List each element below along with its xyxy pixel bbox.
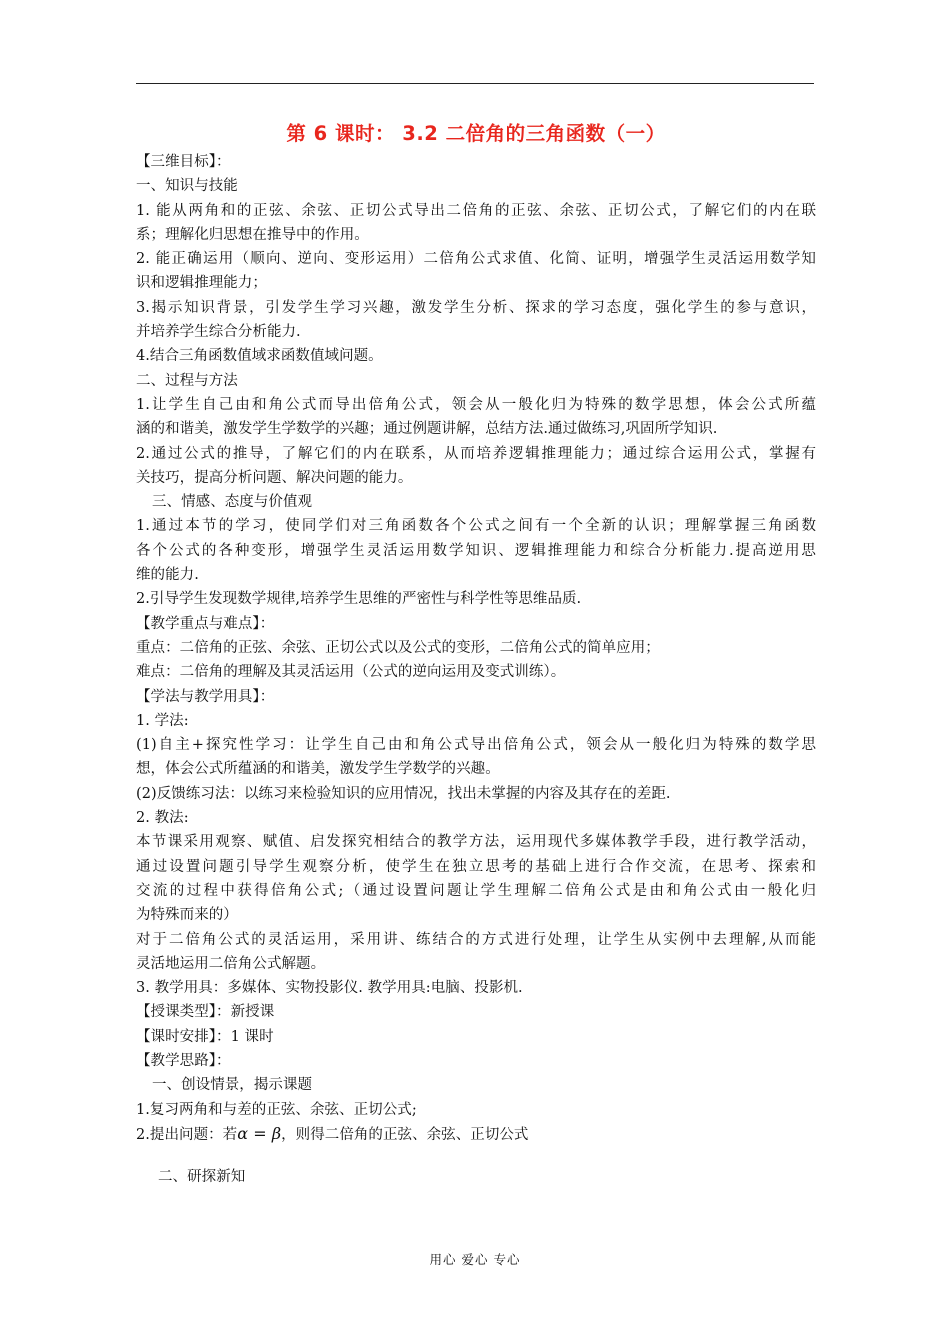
document-title: 第 6 课时： 3.2 二倍角的三角函数（一） bbox=[286, 122, 666, 145]
paragraph-line: 并培养学生综合分析能力. bbox=[136, 324, 301, 341]
paragraph-line: 1.通过本节的学习，使同学们对三角函数各个公式之间有一个全新的认识；理解掌握三角函数 bbox=[136, 518, 816, 535]
paragraph-line: 想，体会公式所蕴涵的和谐美，激发学生学数学的兴趣。 bbox=[136, 761, 500, 778]
spacer bbox=[136, 1147, 816, 1165]
subsection-heading: 一、创设情景，揭示课题 bbox=[152, 1077, 313, 1094]
paragraph-line: 2.引导学生发现数学规律,培养学生思维的严密性与科学性等思维品质. bbox=[136, 591, 582, 608]
document-body bbox=[136, 118, 816, 1189]
paragraph-line: 系；理解化归思想在推导中的作用。 bbox=[136, 226, 369, 243]
paragraph-line: 【课时安排】：1 课时 bbox=[136, 1028, 274, 1045]
paragraph-line: 2.通过公式的推导，了解它们的内在联系，从而培养逻辑推理能力；通过综合运用公式，掌握有 bbox=[136, 445, 816, 462]
paragraph-line: 1.让学生自己由和角公式而导出倍角公式，领会从一般化归为特殊的数学思想，体会公式所蕴 bbox=[136, 396, 816, 413]
paragraph-line: 涵的和谐美，激发学生学数学的兴趣；通过例题讲解，总结方法.通过做练习,巩固所学知识. bbox=[136, 421, 718, 438]
header-rule bbox=[136, 83, 814, 84]
subsection-heading: 二、过程与方法 bbox=[136, 372, 238, 389]
paragraph-line: 各个公式的各种变形，增强学生灵活运用数学知识、逻辑推理能力和综合分析能力.提高逆用思 bbox=[136, 542, 816, 559]
paragraph-line: 识和逻辑推理能力； bbox=[136, 275, 267, 292]
paragraph-line: 交流的过程中获得倍角公式;（通过设置问题让学生理解二倍角公式是由和角公式由一般化归 bbox=[136, 882, 816, 899]
paragraph-line: 4.结合三角函数值域求函数值域问题。 bbox=[136, 348, 383, 365]
section-heading: 【学法与教学用具】： bbox=[136, 688, 275, 705]
paragraph-line: 【授课类型】：新授课 bbox=[136, 1004, 275, 1021]
paragraph-line: 关技巧，提高分析问题、解决问题的能力。 bbox=[136, 469, 413, 486]
paragraph-line: 灵活地运用二倍角公式解题。 bbox=[136, 955, 326, 972]
subsection-heading: 三、情感、态度与价值观 bbox=[152, 494, 313, 511]
math-expression: α = β bbox=[237, 1123, 282, 1143]
subsection-heading: 二、研探新知 bbox=[158, 1169, 246, 1186]
subsection-heading: 一、知识与技能 bbox=[136, 178, 238, 195]
section-heading: 【教学重点与难点】： bbox=[136, 615, 275, 632]
paragraph-line: 2. 能正确运用（顺向、逆向、变形运用）二倍角公式求值、化简、证明，增强学生灵活运用数学知 bbox=[136, 251, 816, 268]
paragraph-line: 2. 教法: bbox=[136, 810, 189, 827]
paragraph-line: 3. 教学用具：多媒体、实物投影仪. 教学用具:电脑、投影机. bbox=[136, 980, 523, 997]
paragraph-line: 维的能力. bbox=[136, 567, 199, 584]
paragraph-line: 3.揭示知识背景，引发学生学习兴趣，激发学生分析、探求的学习态度，强化学生的参与意识， bbox=[136, 299, 816, 316]
text-fragment: 2.提出问题：若 bbox=[136, 1126, 238, 1143]
paragraph-line: 难点：二倍角的理解及其灵活运用（公式的逆向运用及变式训练）。 bbox=[136, 664, 566, 681]
paragraph-line: 1. 能从两角和的正弦、余弦、正切公式导出二倍角的正弦、余弦、正切公式，了解它们的内在联 bbox=[136, 202, 816, 219]
paragraph-line: 为特殊而来的） bbox=[136, 907, 238, 924]
paragraph-line: 通过设置问题引导学生观察分析，使学生在独立思考的基础上进行合作交流，在思考、探索和 bbox=[136, 858, 816, 875]
text-fragment: ，则得二倍角的正弦、余弦、正切公式 bbox=[281, 1126, 529, 1143]
paragraph-line: 本节课采用观察、赋值、启发探究相结合的教学方法，运用现代多媒体教学手段，进行教学活动， bbox=[136, 834, 816, 851]
section-heading: 【三维目标】： bbox=[136, 154, 231, 170]
page-footer: 用心 爱心 专心 bbox=[429, 1252, 521, 1267]
paragraph-line: 对于二倍角公式的灵活运用，采用讲、练结合的方式进行处理，让学生从实例中去理解,从而能 bbox=[136, 931, 816, 948]
section-heading: 【教学思路】： bbox=[136, 1052, 231, 1069]
paragraph-line: 1.复习两角和与差的正弦、余弦、正切公式; bbox=[136, 1101, 417, 1118]
paragraph-line: 重点：二倍角的正弦、余弦、正切公式以及公式的变形，二倍角公式的简单应用； bbox=[136, 639, 660, 656]
paragraph-line: 1. 学法: bbox=[136, 712, 189, 729]
paragraph-line: (2)反馈练习法：以练习来检验知识的应用情况，找出未掌握的内容及其存在的差距. bbox=[136, 785, 671, 802]
paragraph-line bbox=[136, 1122, 816, 1147]
paragraph-line: (1)自主+探究性学习：让学生自己由和角公式导出倍角公式，领会从一般化归为特殊的数学思 bbox=[136, 737, 816, 754]
